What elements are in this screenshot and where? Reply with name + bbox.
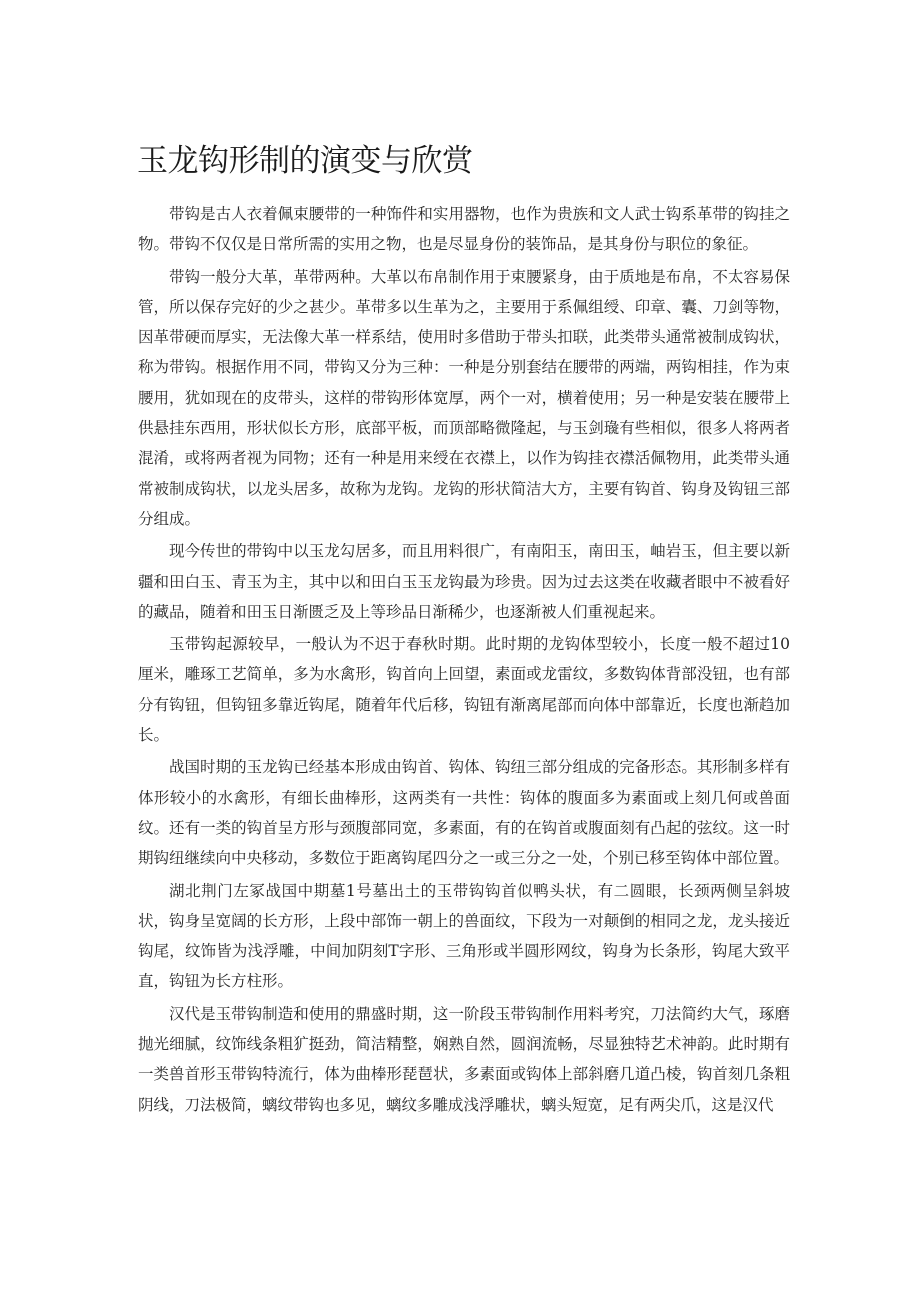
paragraph-5: 战国时期的玉龙钩已经基本形成由钩首、钩体、钩纽三部分组成的完备形态。其形制多样有体形较小的水禽形，有细长曲棒形，这两类有一共性：钩体的腹面多为素面或上刻几何或兽面纹。还有一类的钩首呈方形与颈腹部同宽，多素面，有的在钩首或腹面刻有凸起的弦纹。这一时期钩纽继续向中央移动，多数位于距离钩尾四分之一或三分之一处，个别已移至钩体中部位置。 xyxy=(138,758,790,868)
paragraph-1: 带钩是古人衣着佩束腰带的一种饰件和实用器物，也作为贵族和文人武士钩系革带的钩挂之物。带钩不仅仅是日常所需的实用之物，也是尽显身份的装饰品，是其身份与职位的象征。 xyxy=(138,205,790,254)
paragraph-3: 现今传世的带钩中以玉龙勾居多，而且用料很广，有南阳玉，南田玉，岫岩玉，但主要以新疆和田白玉、青玉为主，其中以和田白玉玉龙钩最为珍贵。因为过去这类在收藏者眼中不被看好的藏品，随着和田玉日渐匮乏及上等珍品日渐稀少，也逐渐被人们重视起来。 xyxy=(138,542,790,621)
paragraph-6: 湖北荆门左冢战国中期墓1号墓出土的玉带钩钩首似鸭头状，有二圆眼，长颈两侧呈斜坡状，钩身呈宽阔的长方形，上段中部饰一朝上的兽面纹，下段为一对颠倒的相同之龙，龙头接近钩尾，纹饰皆为浅浮雕，中间加阴刻T字形、三角形或半圆形网纹，钩身为长条形，钩尾大致平直，钩钮为长方柱形。 xyxy=(138,881,790,991)
document-body xyxy=(138,199,790,1122)
paragraph-2: 带钩一般分大革，革带两种。大革以布帛制作用于束腰紧身，由于质地是布帛，不太容易保管，所以保存完好的少之甚少。革带多以生革为之，主要用于系佩组绶、印章、囊、刀剑等物，因革带硬而厚实，无法像大革一样系结，使用时多借助于带头扣联，此类带头通常被制成钩状，称为带钩。根据作用不同，带钩又分为三种：一种是分别套结在腰带的两端，两钩相挂，作为束腰用，犹如现在的皮带头，这样的带钩形体宽厚，两个一对，横着使用；另一种是安装在腰带上供悬挂东西用，形状似长方形，底部平板，而顶部略微隆起，与玉剑璏有些相似，很多人将两者混淆，或将两者视为同物；还有一种是用来绶在衣襟上，以作为钩挂衣襟活佩物用，此类带头通常被制成钩状，以龙头居多，故称为龙钩。龙钩的形状简洁大方，主要有钩首、钩身及钩钮三部分组成。 xyxy=(138,267,790,528)
paragraph-7: 汉代是玉带钩制造和使用的鼎盛时期，这一阶段玉带钩制作用料考究，刀法简约大气，琢磨抛光细腻，纹饰线条粗犷挺劲，简洁精整，娴熟自然，圆润流畅，尽显独特艺术神韵。此时期有一类兽首形玉带钩特流行，体为曲棒形琵琶状，多素面或钩体上部斜磨几道凸棱，钩首刻几条粗阴线，刀法极简，螭纹带钩也多见，螭纹多雕成浅浮雕状，螭头短宽，足有两尖爪，这是汉代 xyxy=(138,1004,790,1114)
document-title: 玉龙钩形制的演变与欣赏 xyxy=(137,143,473,179)
paragraph-4: 玉带钩起源较早，一般认为不迟于春秋时期。此时期的龙钩体型较小，长度一般不超过10厘米，雕琢工艺简单，多为水禽形，钩首向上回望，素面或龙雷纹，多数钩体背部没钮，也有部分有钩钮，但钩钮多靠近钩尾，随着年代后移，钩钮有渐离尾部而向体中部靠近，长度也渐趋加长。 xyxy=(138,635,790,745)
